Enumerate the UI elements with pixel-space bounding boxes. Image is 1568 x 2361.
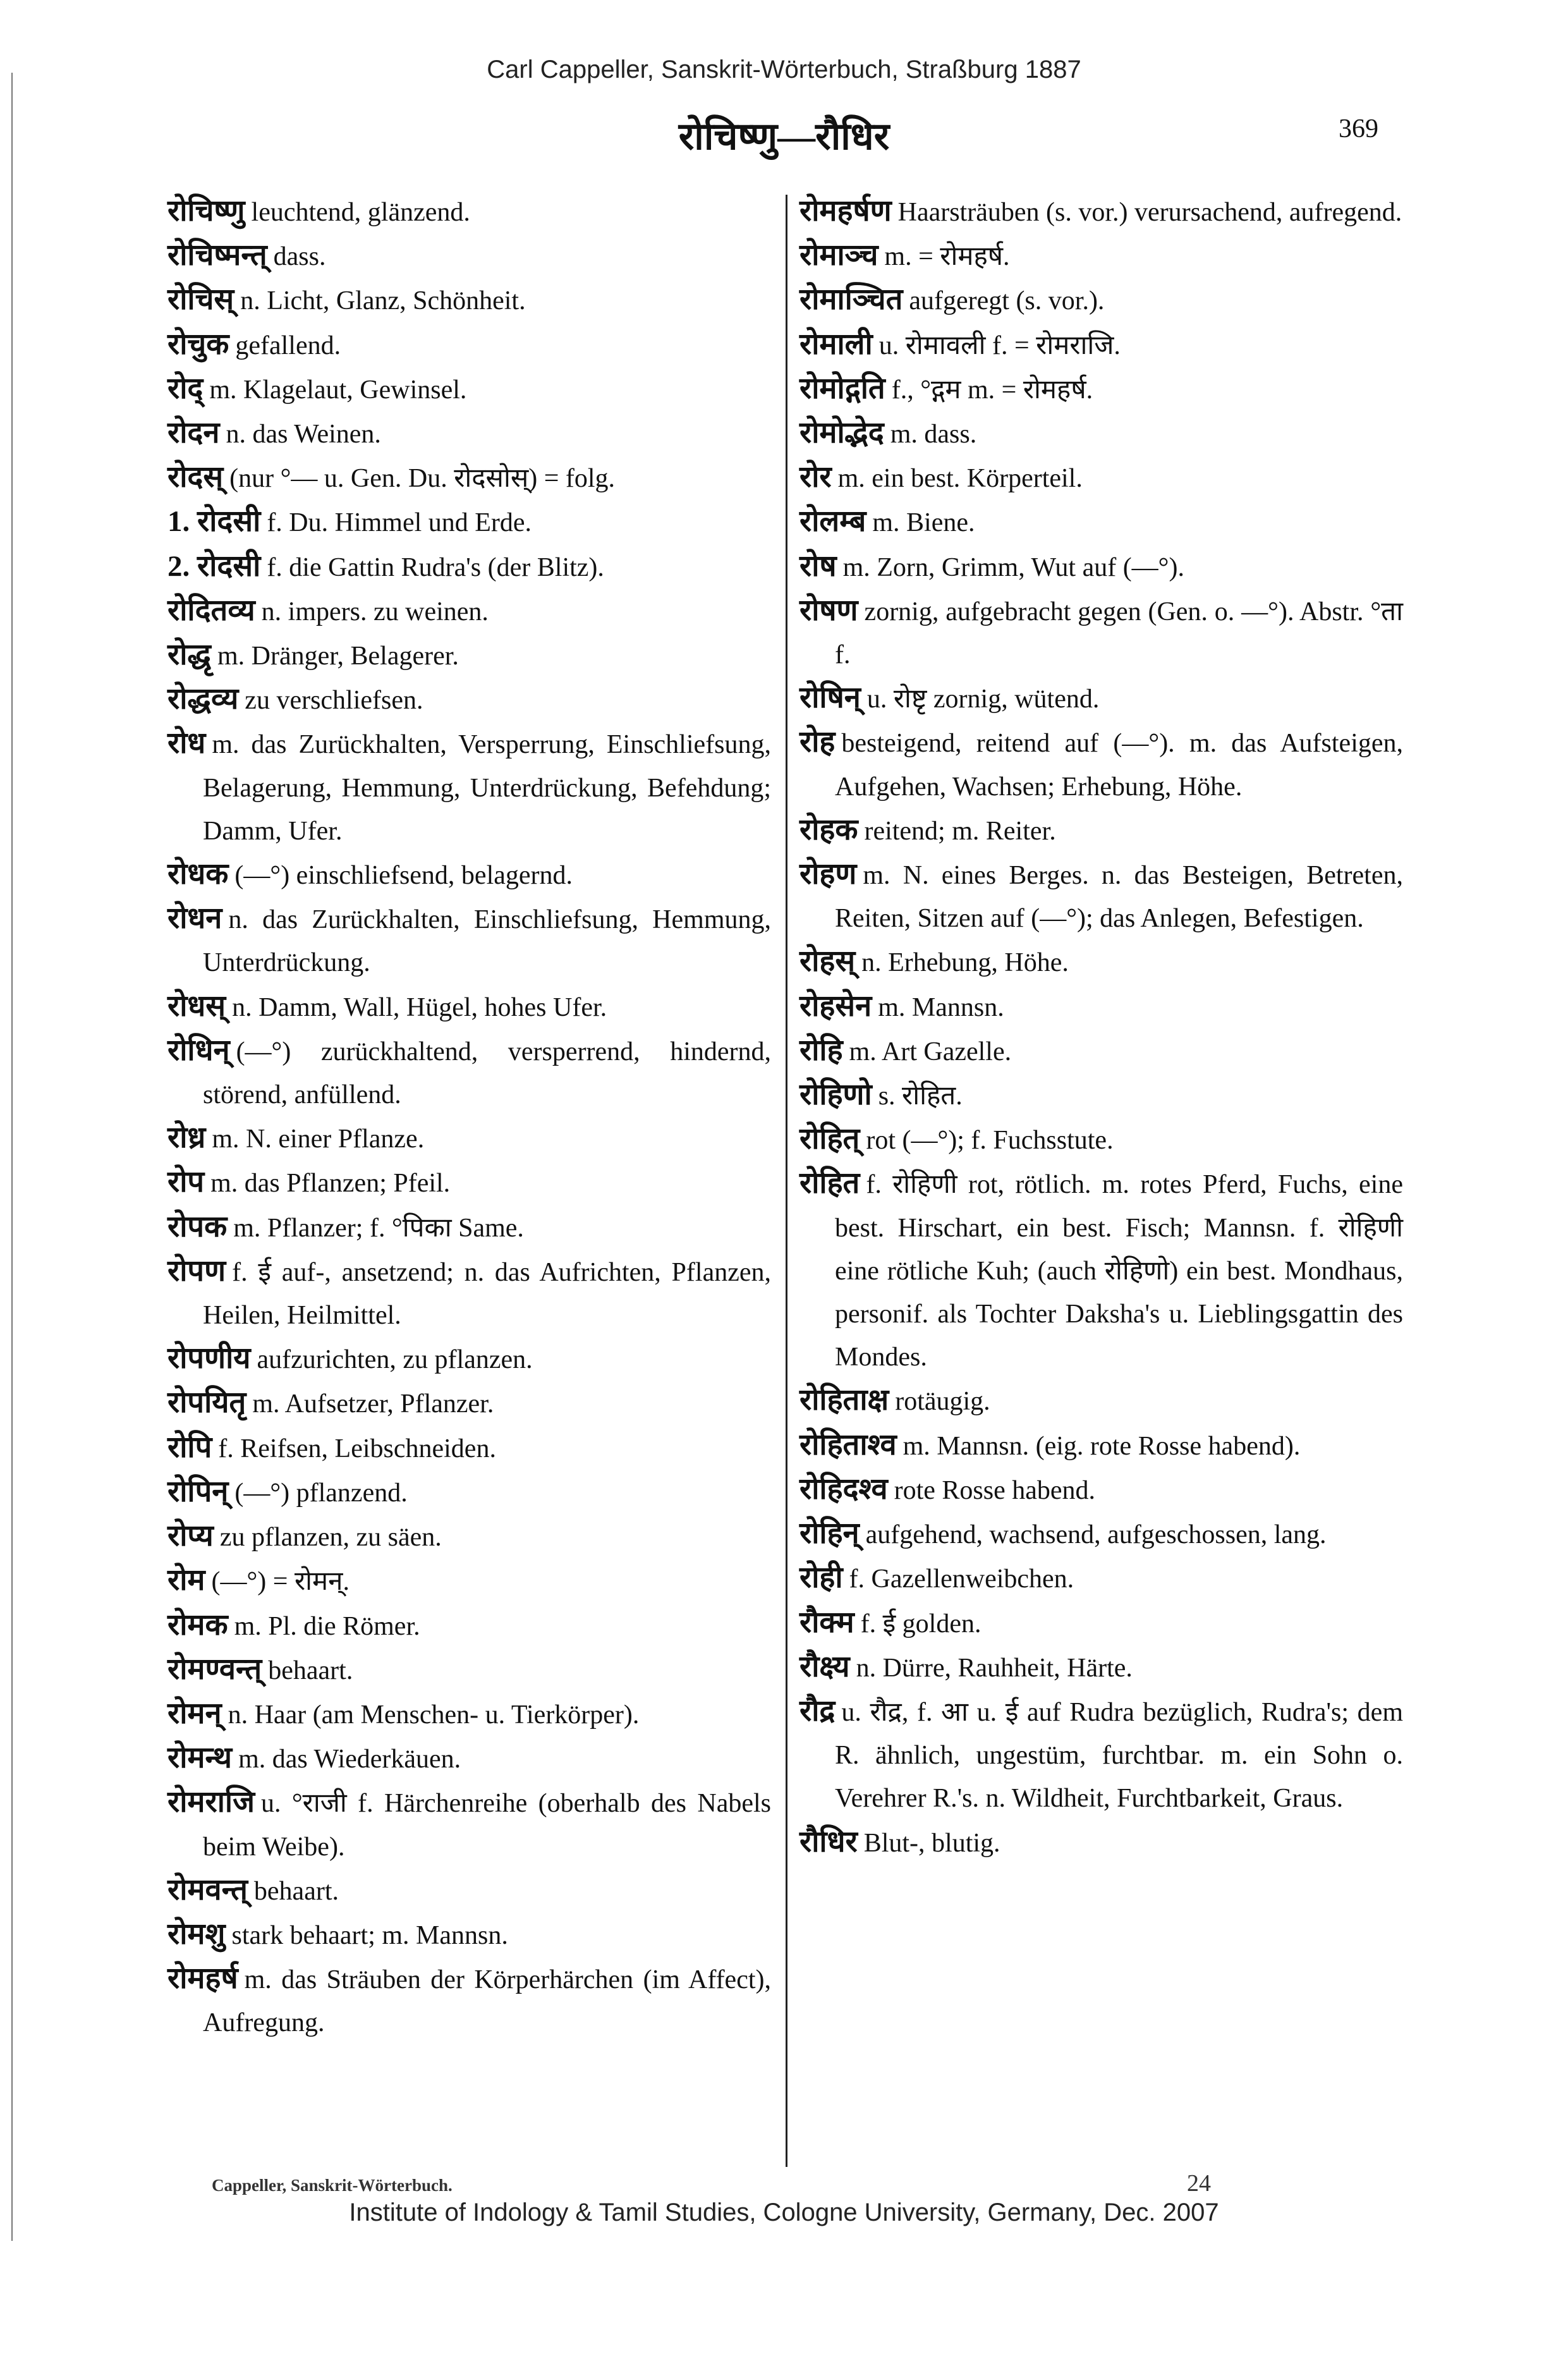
dictionary-entry — [167, 678, 771, 722]
dictionary-entry — [167, 1736, 771, 1781]
entry-definition: m. = रोमहर्ष. — [884, 242, 1010, 272]
entry-headword: रोषिन् — [799, 681, 861, 715]
dictionary-entry — [799, 853, 1403, 940]
entry-headword: रोहिताक्ष — [799, 1384, 889, 1417]
entry-headword: रौद्र — [799, 1694, 836, 1728]
entry-headword: रोमाञ्चित — [799, 283, 903, 317]
entry-headword: रोहक — [799, 813, 858, 846]
dictionary-entry — [167, 500, 771, 544]
entry-definition: m. Mannsn. (eig. rote Rosse habend). — [903, 1431, 1301, 1461]
entry-definition: rot (—°); f. Fuchsstute. — [866, 1126, 1114, 1156]
entry-definition: m. Mannsn. — [878, 992, 1004, 1022]
dictionary-entry — [799, 676, 1403, 721]
entry-headword: रोहण — [799, 858, 857, 891]
entry-headword: रोमहर्षण — [799, 195, 892, 228]
dictionary-entry — [167, 1250, 771, 1337]
entry-definition: m. Pl. die Römer. — [234, 1611, 420, 1641]
dictionary-entry — [799, 1162, 1403, 1379]
entry-definition: n. das Zurückhalten, Einschliefsung, Hemmung, Unterdrückung. — [203, 905, 771, 978]
dictionary-entry — [167, 1648, 771, 1692]
entry-definition: aufgeregt (s. vor.). — [909, 286, 1105, 316]
entry-definition: f. Reifsen, Leibschneiden. — [218, 1434, 496, 1463]
dictionary-entry — [167, 1426, 771, 1470]
entry-definition: m. dass. — [890, 420, 977, 449]
entry-definition: Blut-, blutig. — [863, 1828, 1000, 1858]
dictionary-entry — [799, 1424, 1403, 1468]
entry-headword: रोमन् — [167, 1697, 222, 1730]
entry-headword: रोष — [799, 549, 837, 583]
dictionary-entry — [799, 500, 1403, 544]
dictionary-entry — [799, 808, 1403, 853]
entry-headword: रोधन — [167, 902, 222, 936]
dictionary-entry — [799, 278, 1403, 322]
dictionary-entry — [167, 412, 771, 456]
entry-headword: रोद् — [167, 372, 204, 405]
dictionary-entry — [799, 1556, 1403, 1601]
entry-headword: रोमराजि — [167, 1786, 255, 1819]
entry-definition: n. Damm, Wall, Hügel, hohes Ufer. — [232, 992, 607, 1022]
entry-headword: रोदस् — [167, 461, 224, 494]
entry-headword: रोध — [167, 727, 206, 760]
entry-definition: m. das Sträuben der Körperhärchen (im Affect), Aufregung. — [203, 1965, 771, 2038]
entry-definition: gefallend. — [235, 331, 341, 360]
entry-definition: m. das Wiederkäuen. — [238, 1745, 461, 1774]
entry-definition: n. Licht, Glanz, Schönheit. — [240, 286, 526, 316]
entry-definition: (—°) = रोमन्. — [211, 1567, 349, 1597]
entry-definition: m. das Zurückhalten, Versperrung, Einschliefsung, Belagerung, Hemmung, Unterdrückung, Befehdung; Damm, Ufer. — [203, 730, 771, 846]
dictionary-entry — [799, 545, 1403, 589]
entry-headword: रोम — [167, 1564, 205, 1597]
entry-headword: रोध्र — [167, 1121, 206, 1155]
entry-headword: रोमक — [167, 1608, 228, 1642]
entry-definition: zu verschliefsen. — [245, 686, 423, 716]
entry-headword: रोपण — [167, 1254, 226, 1288]
entry-definition: dass. — [273, 242, 326, 272]
entry-definition: rotäugig. — [895, 1387, 990, 1417]
entry-definition: f. ई golden. — [860, 1609, 982, 1638]
entry-headword: रोपक — [167, 1210, 228, 1243]
dictionary-entry — [167, 853, 771, 897]
right-column — [799, 190, 1403, 1865]
entry-headword: रोमवन्त् — [167, 1873, 248, 1906]
entry-headword: रोद्धृ — [167, 638, 211, 672]
page-number: 369 — [1339, 114, 1378, 143]
dictionary-entry — [167, 323, 771, 367]
entry-headword: रौक्म — [799, 1606, 854, 1639]
dictionary-entry — [167, 367, 771, 412]
dictionary-entry — [799, 456, 1403, 500]
entry-headword: रोहस् — [799, 945, 856, 979]
entry-definition: behaart. — [268, 1656, 353, 1685]
entry-headword: रोमाली — [799, 327, 873, 361]
entry-definition: f. Du. Himmel und Erde. — [267, 508, 532, 538]
running-head: रोचिष्णु—रौधिर — [678, 116, 890, 157]
dictionary-entry — [799, 234, 1403, 278]
dictionary-entry — [167, 1470, 771, 1515]
dictionary-entry — [167, 589, 771, 633]
entry-headword: रोधिन् — [167, 1034, 230, 1067]
dictionary-entry — [167, 1515, 771, 1559]
entry-headword: रोचिष्णु — [167, 195, 245, 228]
entry-headword: रोहसेन — [799, 989, 872, 1023]
dictionary-entry — [167, 1692, 771, 1736]
dictionary-entry — [167, 1381, 771, 1425]
dictionary-entry — [167, 1337, 771, 1381]
entry-definition: u. रोमावली f. = रोमराजि. — [878, 331, 1121, 360]
entry-definition: m. ein best. Körperteil. — [837, 464, 1083, 494]
dictionary-entry — [167, 278, 771, 322]
printer-signature: Cappeller, Sanskrit-Wörterbuch. — [212, 2176, 453, 2195]
dictionary-entry — [167, 1161, 771, 1205]
dictionary-entry — [799, 940, 1403, 984]
dictionary-entry — [167, 1559, 771, 1603]
entry-headword: रोचिष्मन्त् — [167, 239, 267, 272]
entry-definition: n. impers. zu weinen. — [261, 597, 489, 626]
entry-definition: m. Pflanzer; f. °पिका Same. — [233, 1213, 524, 1243]
entry-headword: रौक्ष्य — [799, 1650, 850, 1683]
entry-definition: u. रोष्टृ zornig, wütend. — [866, 685, 1100, 714]
dictionary-entry — [799, 1029, 1403, 1073]
entry-headword: रोपणीय — [167, 1342, 251, 1376]
entry-headword: रोमण्वन्त् — [167, 1652, 262, 1686]
dictionary-entry — [799, 1645, 1403, 1690]
dictionary-entry — [167, 1957, 771, 2044]
entry-headword: रोहि — [799, 1034, 843, 1067]
dictionary-entry — [799, 985, 1403, 1029]
entry-headword: रोहिन् — [799, 1517, 860, 1551]
entry-headword: रोपिन् — [167, 1475, 229, 1508]
dictionary-entry — [799, 1821, 1403, 1865]
dictionary-entry — [167, 456, 771, 500]
entry-definition: (—°) zurückhaltend, versperrend, hindernd, störend, anfüllend. — [203, 1037, 771, 1110]
entry-headword: रोमोद्गति — [799, 372, 885, 405]
source-caption: Carl Cappeller, Sanskrit-Wörterbuch, Straßburg 1887 — [487, 56, 1081, 83]
entry-definition: m. Zorn, Grimm, Wut auf (—°). — [842, 552, 1184, 582]
entry-definition: n. Haar (am Menschen- u. Tierkörper). — [228, 1700, 640, 1730]
entry-definition: reitend; m. Reiter. — [864, 816, 1056, 846]
entry-headword: रोमन्थ — [167, 1742, 233, 1775]
entry-headword: रोहिणो — [799, 1078, 872, 1112]
entry-headword: रोप्य — [167, 1520, 214, 1553]
dictionary-entry — [167, 1781, 771, 1868]
entry-headword: रोमशु — [167, 1917, 226, 1951]
entry-headword: रोधस् — [167, 989, 226, 1023]
entry-definition: f. die Gattin Rudra's (der Blitz). — [267, 552, 604, 582]
entry-definition: m. Klagelaut, Gewinsel. — [209, 375, 467, 405]
entry-headword: रोमाञ्च — [799, 239, 878, 272]
entry-definition: aufzurichten, zu pflanzen. — [257, 1345, 533, 1375]
dictionary-entry — [799, 367, 1403, 412]
dictionary-entry — [799, 1512, 1403, 1556]
entry-definition: m. Art Gazelle. — [849, 1037, 1012, 1066]
entry-headword: रोहिताश्व — [799, 1428, 897, 1461]
entry-definition: u. रौद्र, f. आ u. ई auf Rudra bezüglich, Rudra's; dem R. ähnlich, ungestüm, furchtbar. m. ein Sohn o. Verehrer R.'s. n. Wildheit, Furchtbarkeit, Graus. — [835, 1697, 1403, 1814]
dictionary-entry — [799, 412, 1403, 456]
entry-definition: aufgehend, wachsend, aufgeschossen, lang. — [865, 1520, 1327, 1550]
entry-definition: (—°) einschliefsend, belagernd. — [234, 861, 573, 891]
entry-headword: रौधिर — [799, 1825, 858, 1858]
entry-definition: besteigend, reitend auf (—°). m. das Aufsteigen, Aufgehen, Wachsen; Erhebung, Höhe. — [835, 729, 1403, 802]
dictionary-entry — [167, 897, 771, 984]
dictionary-entry — [167, 1913, 771, 1957]
footer-caption: Institute of Indology & Tamil Studies, Cologne University, Germany, Dec. 2007 — [349, 2199, 1219, 2226]
entry-headword: रोलम्ब — [799, 505, 866, 539]
entry-headword: रोही — [799, 1561, 843, 1595]
entry-headword: रोपि — [167, 1431, 212, 1464]
dictionary-entry — [799, 1468, 1403, 1512]
entry-definition: m. N. einer Pflanze. — [212, 1125, 425, 1154]
entry-headword: रोचिस् — [167, 283, 234, 317]
entry-definition: s. रोहित. — [878, 1082, 963, 1111]
dictionary-entry — [799, 323, 1403, 367]
dictionary-entry — [799, 589, 1403, 676]
entry-definition: (nur °— u. Gen. Du. रोदसोस्) = folg. — [229, 464, 616, 494]
dictionary-entry — [799, 1073, 1403, 1118]
entry-definition: leuchtend, glänzend. — [251, 198, 470, 227]
dictionary-entry — [799, 1118, 1403, 1162]
entry-definition: f., °द्गम m. = रोमहर्ष. — [891, 375, 1093, 405]
entry-headword: रोहित — [799, 1167, 860, 1200]
entry-headword: रोहिदश्व — [799, 1472, 888, 1506]
entry-headword: रोपयितृ — [167, 1386, 246, 1420]
entry-definition: (—°) pflanzend. — [234, 1478, 408, 1508]
entry-definition: m. Biene. — [872, 508, 975, 538]
entry-definition: m. Aufsetzer, Pflanzer. — [252, 1389, 494, 1419]
entry-headword: रोद्धव्य — [167, 683, 239, 716]
entry-definition: Haarsträuben (s. vor.) verursachend, aufregend. — [897, 198, 1402, 227]
entry-headword: रोमोद्भेद — [799, 417, 884, 450]
entry-definition: n. das Weinen. — [226, 420, 381, 449]
entry-definition: f. रोहिणी rot, rötlich. m. rotes Pferd, Fuchs, eine best. Hirschart, ein best. Fisch; Mannsn. f. रोहिणी eine rötliche Kuh; (auch रोहिणो) ein best. Mondhaus, personif. als Tochter Daksha's u. Lieblingsgattin des Mondes. — [835, 1170, 1403, 1372]
entry-definition: f. Gazellenweibchen. — [849, 1565, 1074, 1594]
entry-definition: m. Dränger, Belagerer. — [217, 642, 459, 671]
entry-definition: zu pflanzen, zu säen. — [219, 1523, 442, 1553]
column-divider — [786, 195, 787, 2167]
dictionary-entry — [167, 1604, 771, 1648]
binding-edge — [11, 73, 13, 2241]
entry-headword: रोप — [167, 1166, 205, 1199]
entry-definition: n. Erhebung, Höhe. — [861, 948, 1069, 978]
entry-definition: n. Dürre, Rauhheit, Härte. — [856, 1653, 1133, 1683]
entry-headword: रोषण — [799, 594, 858, 627]
entry-headword: रोर — [799, 461, 832, 494]
entry-headword: रोदन — [167, 417, 220, 450]
entry-headword: रोह — [799, 726, 836, 759]
entry-definition: stark behaart; m. Mannsn. — [231, 1920, 508, 1950]
entry-definition: zornig, aufgebracht gegen (Gen. o. —°). Abstr. °ता f. — [835, 597, 1403, 670]
dictionary-entry — [799, 721, 1403, 808]
dictionary-entry — [799, 1379, 1403, 1423]
dictionary-entry — [167, 1029, 771, 1116]
entry-headword: रोमहर्ष — [167, 1962, 238, 1996]
entry-definition: rote Rosse habend. — [894, 1475, 1096, 1505]
dictionary-entry — [167, 633, 771, 678]
entry-definition: f. ई auf-, ansetzend; n. das Aufrichten, Pflanzen, Heilen, Heilmittel. — [203, 1257, 771, 1331]
entry-definition: m. N. eines Berges. n. das Besteigen, Betreten, Reiten, Sitzen auf (—°); das Anlegen, Befestigen. — [835, 861, 1403, 934]
entry-headword: रोदितव्य — [167, 594, 255, 627]
dictionary-entry — [167, 190, 771, 234]
dictionary-entry — [799, 1601, 1403, 1645]
left-column — [167, 190, 771, 2045]
entry-headword: रोधक — [167, 858, 229, 891]
entry-headword: 2. रोदसी — [167, 549, 261, 583]
dictionary-entry — [799, 190, 1403, 234]
dictionary-entry — [167, 985, 771, 1029]
entry-headword: रोहित् — [799, 1123, 860, 1156]
entry-headword: 1. रोदसी — [167, 505, 261, 539]
dictionary-entry — [799, 1690, 1403, 1821]
entry-definition: behaart. — [253, 1876, 339, 1906]
dictionary-entry — [167, 234, 771, 278]
signature-number: 24 — [1187, 2170, 1211, 2197]
entry-definition: u. °राजी f. Härchenreihe (oberhalb des Nabels beim Weibe). — [203, 1789, 771, 1862]
entry-definition: m. das Pflanzen; Pfeil. — [210, 1169, 451, 1199]
dictionary-entry — [167, 1869, 771, 1913]
entry-headword: रोचुक — [167, 327, 229, 361]
dictionary-entry — [167, 545, 771, 589]
dictionary-entry — [167, 722, 771, 853]
dictionary-entry — [167, 1116, 771, 1161]
dictionary-entry — [167, 1205, 771, 1250]
